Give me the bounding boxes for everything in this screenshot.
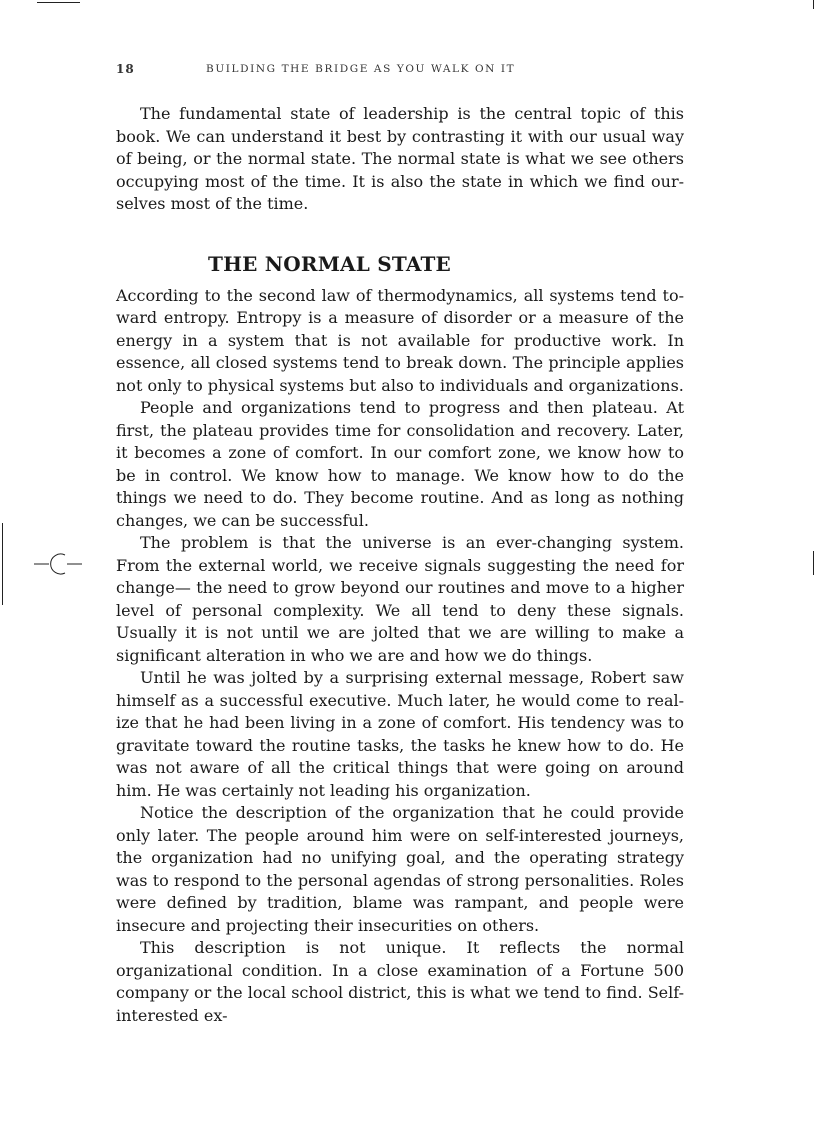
crop-mark-top-right [813, 0, 814, 9]
paragraph-robert: Until he was jolted by a surprising external message, Robert saw himself as a successful executive. Much later, he would come to realize that he had been living in a zone of comfort. His tendency was to gravitate toward the routine tasks, the tasks he knew how to do. He was not aware of all the critical things that were going on around him. He was certainly not leading his organization. [116, 668, 684, 800]
running-head [116, 62, 696, 78]
paragraph-plateau: People and organizations tend to progress and then plateau. At first, the plateau provides time for consolidation and recovery. Later, it becomes a zone of comfort. In our comfort zone, we know how to be in control. We know how to manage. We know how to do the things we need to do. They become routine. And as long as nothing changes, we can be successful. [116, 398, 684, 530]
intro-paragraph: The fundamental state of leadership is the central topic of this book. We can understand it best by contrasting it with our usual way of being, or the normal state. The normal state is what we see others occupying most of the time. It is also the state in which we find ourselves most of the time. [116, 104, 684, 213]
paragraph-changing-universe: The problem is that the universe is an ever-changing system. From the external world, we receive signals suggesting the need for change— the need to grow beyond our routines and move to a higher level of personal complexity. We all tend to deny these signals. Usually it is not until we are jolted that we are willing to make a significant alteration in who we are and how we do things. [116, 533, 684, 665]
page-number: 18 [116, 62, 135, 76]
paragraph-entropy: According to the second law of thermodynamics, all systems tend toward entropy. Entropy is a measure of disorder or a measure of the energy in a system that is not available for productive work. In essence, all closed systems tend to break down. The principle applies not only to physical systems but also to individuals and organizations. [116, 285, 684, 395]
margin-rule-right [813, 551, 814, 575]
text-column [116, 103, 684, 1027]
paragraph-normal-condition: This description is not unique. It reflects the normal organizational condition. In a close examination of a Fortune 500 company or the local school district, this is what we tend to find. Self-interested ex- [116, 938, 684, 1025]
paragraph-organization-description: Notice the description of the organization that he could provide only later. The people around him were on self-interested journeys, the organization had no unifying goal, and the operating strategy was to respond to the personal agendas of strong personalities. Roles were defined by tradition, blame was rampant, and people were insecure and projecting their insecurities on others. [116, 803, 684, 935]
registration-mark-icon [34, 551, 82, 577]
section-heading: THE NORMAL STATE [208, 251, 451, 276]
crop-mark-top-left [37, 2, 80, 3]
margin-rule-left [2, 523, 3, 605]
book-title: BUILDING THE BRIDGE AS YOU WALK ON IT [206, 63, 516, 75]
